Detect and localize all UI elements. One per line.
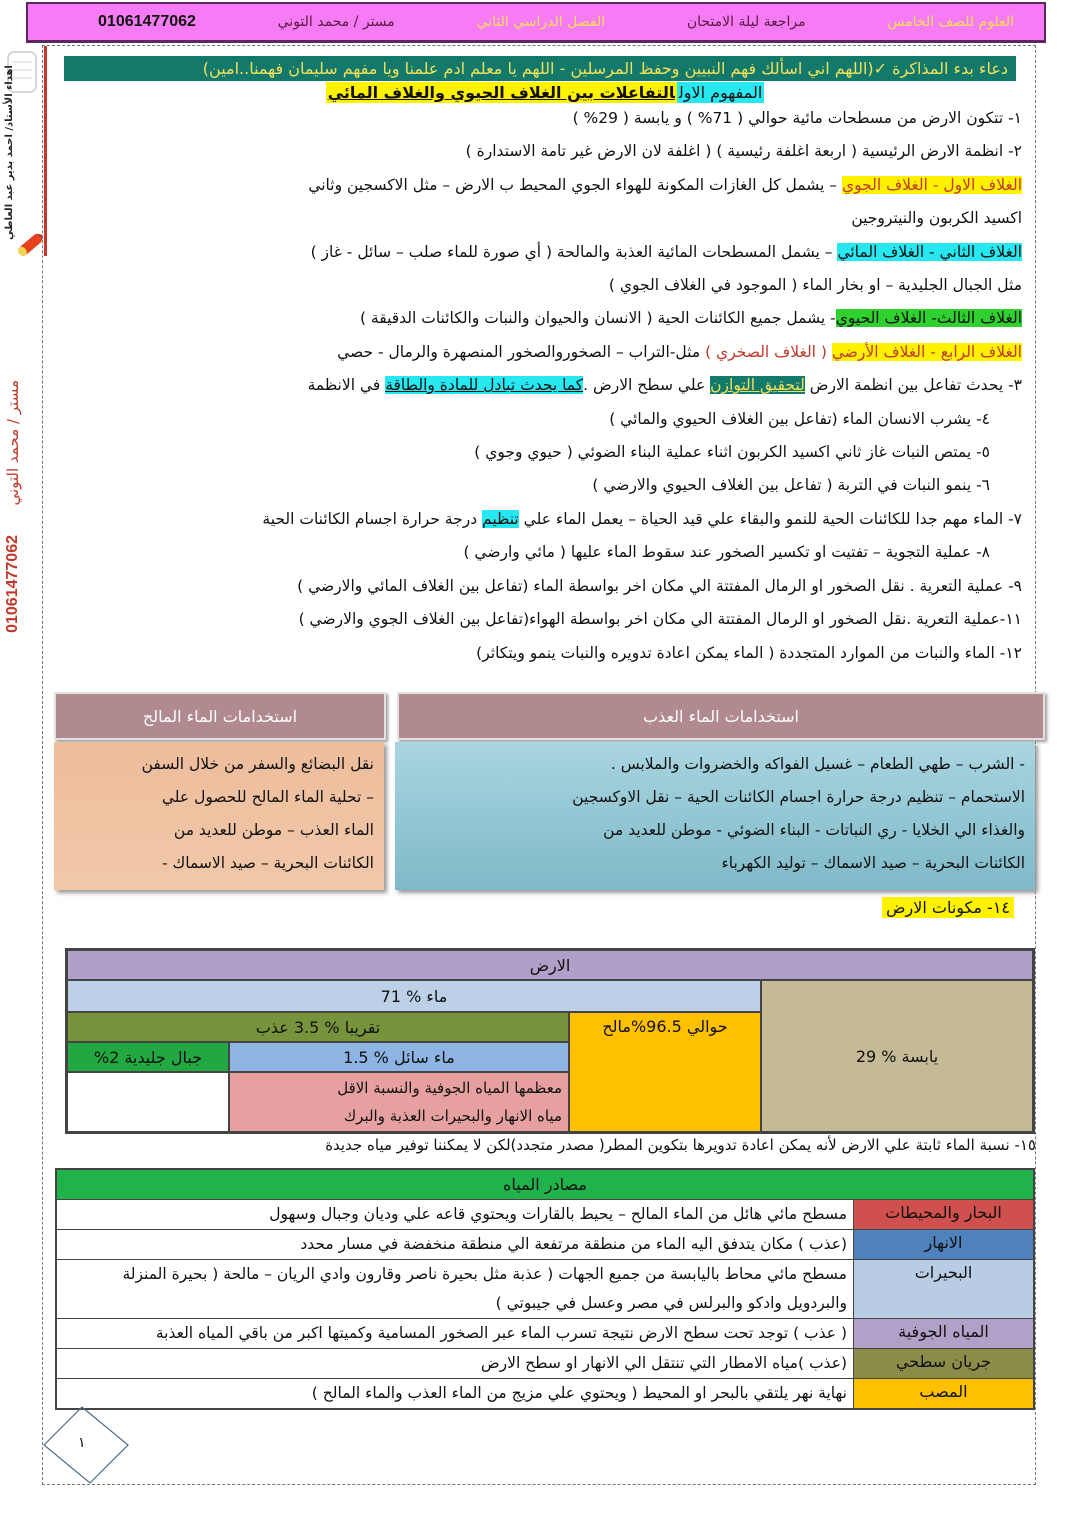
point-8: ٨- عملية التجوية – تفتيت او تكسير الصخور عند سقوط الماء عليها ( مائي وارضي ): [463, 543, 990, 562]
land-cell: يابسة % 29: [761, 980, 1033, 1132]
water-sources-title: مصادر المياه: [57, 1170, 1033, 1200]
study-prayer: دعاء بدء المذاكرة ✓(اللهم اني اسألك فهم النبيين وحفظ المرسلين - اللهم يا معلم ادم علمنا ويا مفهم سليمان فهمنا..امين): [64, 56, 1016, 81]
salt-use-line: نقل البضائع والسفر من خلال السفن: [141, 755, 374, 773]
sphere-label: الغلاف الثاني - الغلاف المائي: [837, 242, 1022, 261]
sphere-atmosphere: [60, 169, 1030, 202]
fresh-water-uses-body: [395, 742, 1035, 890]
groundwater-line: مياه الانهار والبحيرات العذبة والبرك: [343, 1107, 562, 1125]
sphere-desc: مثل-التراب – الصخوروالصخور المنصهرة والرمال - حصي: [337, 342, 701, 361]
text: في الانظمة: [307, 376, 386, 395]
table-row: [57, 1230, 1033, 1260]
sphere-alt: ( الغلاف الصخري ): [700, 342, 832, 361]
point-6: ٦- ينمو النبات في التربة ( تفاعل بين الغلاف الحيوي والارضي ): [592, 476, 990, 495]
sphere-label: الغلاف الاول - الغلاف الجوي: [841, 175, 1022, 194]
main-content: [60, 50, 1030, 670]
source-desc: (عذب ) مكان يتدفق اليه الماء من منطقة مرتفعة الي منطقة منخفضة في مسار محدد: [300, 1235, 847, 1253]
salt-use-line: الماء العذب – موطن للعديد من: [173, 821, 374, 839]
sphere-label: الغلاف الثالث- الغلاف الحيوي: [835, 309, 1022, 328]
source-name: البحار والمحيطات: [853, 1200, 1033, 1229]
water-sources-table: [55, 1168, 1035, 1410]
salt-use-line: – تحلية الماء المالح للحصول علي: [161, 788, 374, 806]
point-2: ٢- انظمة الارض الرئيسية ( اربعة اغلفة رئيسية ) ( اغلفة لان الارض غير تامة الاستدارة ): [465, 142, 1022, 161]
sidebar-teacher: مستر / محمد التوني: [4, 380, 22, 506]
table-row: [57, 1319, 1033, 1349]
source-name: جريان سطحي: [853, 1349, 1033, 1378]
concept-label: المفهوم الاول: [678, 83, 763, 102]
teacher-name: مستر / محمد التوني: [277, 14, 395, 30]
earth-cell: الارض: [67, 950, 1033, 980]
salt-use-line: الكائنات البحرية – صيد الاسماك -: [161, 854, 374, 872]
highlight-exchange: كما يحدث تبادل للمادة والطاقة: [385, 376, 584, 395]
source-desc: مسطح مائي محاط باليابسة من جميع الجهات ( عذبة مثل بحيرة ناصر وقارون وادي الريان – مالحة ( بحيرة المنزلة والبردويل وادكو والبرلس في مصر وعسل في جيبوتي ): [122, 1265, 847, 1312]
sphere-geosphere: [60, 336, 1030, 369]
empty-cell: [67, 1072, 229, 1132]
sphere-label: الغلاف الرابع - الغلاف الأرضي: [831, 342, 1022, 361]
sphere-biosphere: [60, 302, 1030, 335]
point-11: ١١-عملية التعرية .نقل الصخور او الرمال المفتتة الي مكان اخر بواسطة الهواء(تفاعل بين الغلاف الجوي والارضي ): [298, 610, 1022, 629]
concept-name: التفاعلات بين الغلاف الحيوي والغلاف المائي: [327, 83, 675, 102]
subject-title: العلوم للصف الخامس: [887, 14, 1014, 30]
liquid-water-cell: ماء سائل % 1.5: [229, 1042, 569, 1072]
sphere-hydrosphere: [60, 236, 1030, 269]
page-number-marker: [42, 1405, 132, 1485]
teacher-phone: 01061477062: [98, 13, 196, 30]
fresh-use-line: الاستحمام – تنظيم درجة حرارة اجسام الكائنات الحية – نقل الاوكسجين: [572, 788, 1025, 806]
sphere-hydrosphere-cont: مثل الجبال الجليدية – او بخار الماء ( الموجود في الغلاف الجوي ): [608, 276, 1022, 295]
table-row: [57, 1379, 1033, 1408]
salt-water-cell: حوالي 96.5%مالح: [569, 1012, 761, 1132]
review-label: مراجعة ليلة الامتحان: [686, 14, 806, 30]
source-name: الانهار: [853, 1230, 1033, 1259]
highlight-regulate: تنظيم: [482, 509, 519, 528]
table-row: [57, 1349, 1033, 1379]
point-15: ١٥- نسبة الماء ثابتة علي الارض لأنه يمكن اعادة تدويرها بتكوين المطر( مصدر متجدد)لكن لا يمكننا توفير مياه جديدة: [325, 1136, 1036, 1154]
fresh-water-uses-header: استخدامات الماء العذب: [397, 692, 1045, 740]
text: علي سطح الارض .: [583, 376, 711, 395]
term-label: الفصل الدراسي الثاني: [476, 14, 606, 30]
source-name: المصب: [853, 1379, 1033, 1408]
margin-rule: [44, 46, 47, 256]
sidebar-phone: 01061477062: [4, 535, 21, 633]
earth-components-title: ١٤- مكونات الارض: [882, 897, 1014, 918]
fresh-water-cell: تقريبا % 3.5 عذب: [67, 1012, 569, 1042]
point-1: ١- تتكون الارض من مسطحات مائية حوالي ( 71% ) و يابسة ( 29% ): [572, 109, 1022, 127]
text: درجة حرارة اجسام الكائنات الحية: [262, 509, 483, 528]
water-uses: [50, 692, 1045, 897]
point-12: ١٢- الماء والنبات من الموارد المتجددة ( الماء يمكن اعادة تدويره والنبات ينمو ويتكاثر): [476, 643, 1022, 662]
source-name: البحيرات: [853, 1260, 1033, 1318]
sphere-desc: - يشمل جميع الكائنات الحية ( الانسان والحيوان والنبات والكائنات الدقيقة ): [359, 309, 836, 328]
point-5: ٥- يمتص النبات غاز ثاني اكسيد الكربون اثناء عملية البناء الضوئي ( حيوي وجوي ): [474, 443, 990, 462]
table-row: [57, 1200, 1033, 1230]
glaciers-cell: جبال جليدية 2%: [67, 1042, 229, 1072]
earth-composition-table: [65, 948, 1035, 1134]
table-row: [57, 1260, 1033, 1319]
source-desc: نهاية نهر يلتقي بالبحر او المحيط ( ويحتوي علي مزيج من الماء العذب والماء المالح ): [311, 1384, 847, 1402]
sphere-desc: – يشمل المسطحات المائية العذبة والمالحة ( أي صورة للماء صلب – سائل - غاز ): [310, 242, 838, 261]
sphere-desc: – يشمل كل الغازات المكونة للهواء الجوي المحيط ب الارض – مثل الاكسجين وثاني: [308, 175, 842, 194]
point-7: [60, 503, 1030, 536]
salt-water-uses-header: استخدامات الماء المالح: [54, 692, 386, 740]
water-cell: ماء % 71: [67, 980, 761, 1012]
point-4: ٤- يشرب الانسان الماء (تفاعل بين الغلاف الحيوي والمائي ): [609, 409, 990, 428]
fresh-use-line: والغذاء الي الخلايا - ري النباتات - البناء الضوئي - موطن للعديد من: [603, 821, 1025, 839]
dedication-text: اهداء الأستاذ/ احمد بدير عبد العاطي: [4, 65, 15, 240]
text: ٧- الماء مهم جدا للكائنات الحية للنمو والبقاء علي قيد الحياة – يعمل الماء علي: [518, 509, 1022, 528]
highlight-balance: لتحقيق التوازن: [710, 376, 805, 395]
groundwater-line: معظمها المياه الجوفية والنسبة الاقل: [337, 1079, 562, 1097]
sphere-atmosphere-cont: اكسيد الكربون والنيتروجين: [851, 209, 1022, 228]
fresh-use-line: - الشرب – طهي الطعام – غسيل الفواكه والخضروات والملابس .: [610, 755, 1025, 773]
salt-water-uses-body: [54, 742, 384, 890]
point-3: [60, 369, 1030, 402]
page-number: ١: [78, 1435, 86, 1451]
source-desc: ( عذب ) توجد تحت سطح الارض نتيجة تسرب الماء عبر الصخور المسامية وكميتها اكبر من باقي المياه العذبة: [155, 1324, 847, 1342]
source-desc: (عذب )مياه الامطار التي تنتقل الي الانهار او سطح الارض: [480, 1354, 847, 1372]
header-bar: [26, 2, 1046, 43]
concept-title: [60, 83, 1030, 102]
point-9: ٩- عملية التعرية . نقل الصخور او الرمال المفتتة الي مكان اخر بواسطة الماء (تفاعل بين الغلاف المائي والارضي ): [297, 576, 1022, 595]
source-desc: مسطح مائي هائل من الماء المالح – يحيط بالقارات ويحتوي قاعه علي وديان وجبال وسهول: [269, 1205, 847, 1223]
groundwater-cell: [229, 1072, 569, 1132]
source-name: المياه الجوفية: [853, 1319, 1033, 1348]
fresh-use-line: الكائنات البحرية – صيد الاسماك – توليد الكهرباء: [721, 854, 1025, 872]
text: ٣- يحدث تفاعل بين انظمة الارض: [804, 376, 1022, 395]
